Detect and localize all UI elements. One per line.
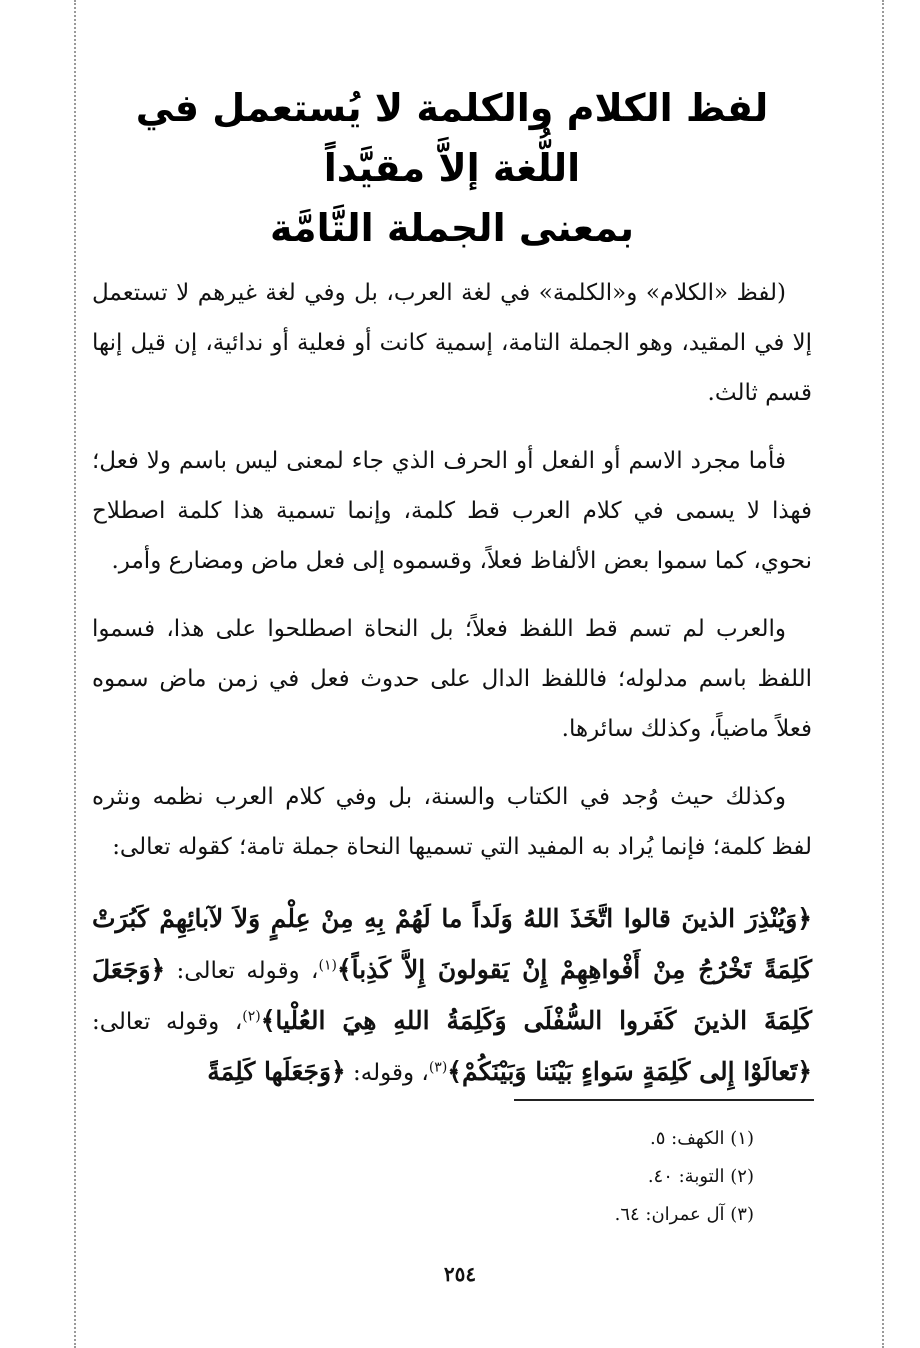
paragraph-4: وكذلك حيث وُجد في الكتاب والسنة، بل وفي كلام العرب نظمه ونثره لفظ كلمة؛ فإنما يُراد به المفيد التي تسميها النحاة جملة تامة؛ كقوله تعالى: <box>92 784 812 860</box>
quran-verses-block <box>92 894 812 1098</box>
connector-text-2: ، وقوله تعالى: <box>92 1009 243 1035</box>
section-heading-line-1: لفظ الكلام والكلمة لا يُستعمل في اللُّغة إلاَّ مقيَّداً <box>135 86 769 190</box>
footnote-3: (٣) آل عمران: ٦٤. <box>614 1204 754 1225</box>
footnote-ref-3: (٣) <box>428 1059 448 1076</box>
quran-verse-4: ﴿وَجَعَلَها كَلِمَةً <box>207 1057 346 1086</box>
footnote-ref-1: (١) <box>318 957 337 974</box>
page-number: ٢٥٤ <box>443 1262 477 1286</box>
section-heading <box>92 78 812 258</box>
connector-text-1: ، وقوله تعالى: <box>176 958 319 984</box>
paragraph-3: والعرب لم تسم قط اللفظ فعلاً؛ بل النحاة اصطلحوا على هذا، فسموا اللفظ باسم مدلوله؛ فاللفظ الدال على حدوث فعل في زمن ماض سموه فعلاً ماضياً، وكذلك سائرها. <box>92 616 812 742</box>
footnotes <box>500 1120 754 1234</box>
quran-verse-3: ﴿تَعالَوْا إِلى كَلِمَةٍ سَواءٍ بَيْنَنا وَبَيْنَكُمْ﴾ <box>447 1057 812 1086</box>
footnote-2: (٢) التوبة: ٤٠. <box>647 1166 754 1187</box>
scan-border-right <box>882 0 884 1348</box>
connector-text-3: ، وقوله: <box>353 1060 429 1086</box>
footnote-separator <box>514 1099 814 1101</box>
book-page <box>92 78 812 1098</box>
quran-verse-2: ﴿وَجَعَلَ كَلِمَةَ الذينَ كَفَروا السُّفْلَى وَكَلِمَةُ اللهِ هِيَ العُلْيا﴾ <box>92 955 812 1035</box>
footnote-1: (١) الكهف: ٥. <box>650 1128 754 1149</box>
section-heading-line-2: بمعنى الجملة التَّامَّة <box>270 206 634 250</box>
footnote-ref-2: (٢) <box>242 1008 261 1025</box>
paragraph-2: فأما مجرد الاسم أو الفعل أو الحرف الذي جاء لمعنى ليس باسم ولا فعل؛ فهذا لا يسمى في كلام العرب قط كلمة، وإنما تسمية هذا كلمة اصطلاح نحوي، كما سموا بعض الألفاظ فعلاً، وقسموه إلى فعل ماض ومضارع وأمر. <box>92 448 812 574</box>
quran-verse-1: ﴿وَيُنْذِرَ الذينَ قالوا اتَّخَذَ اللهُ وَلَداً ما لَهُمْ بِهِ مِنْ عِلْمٍ وَلاَ لآبائِهِمْ كَبُرَتْ كَلِمَةً تَخْرُجُ مِنْ أَفْواهِهِمْ إِنْ يَقولونَ إِلاَّ كَذِباً﴾ <box>92 904 812 984</box>
scan-border-left <box>74 0 76 1348</box>
paragraph-1: (لفظ «الكلام» و«الكلمة» في لغة العرب، بل وفي لغة غيرهم لا تستعمل إلا في المقيد، وهو الجملة التامة، إسمية كانت أو فعلية أو ندائية، إن قيل إنها قسم ثالث. <box>92 280 812 406</box>
